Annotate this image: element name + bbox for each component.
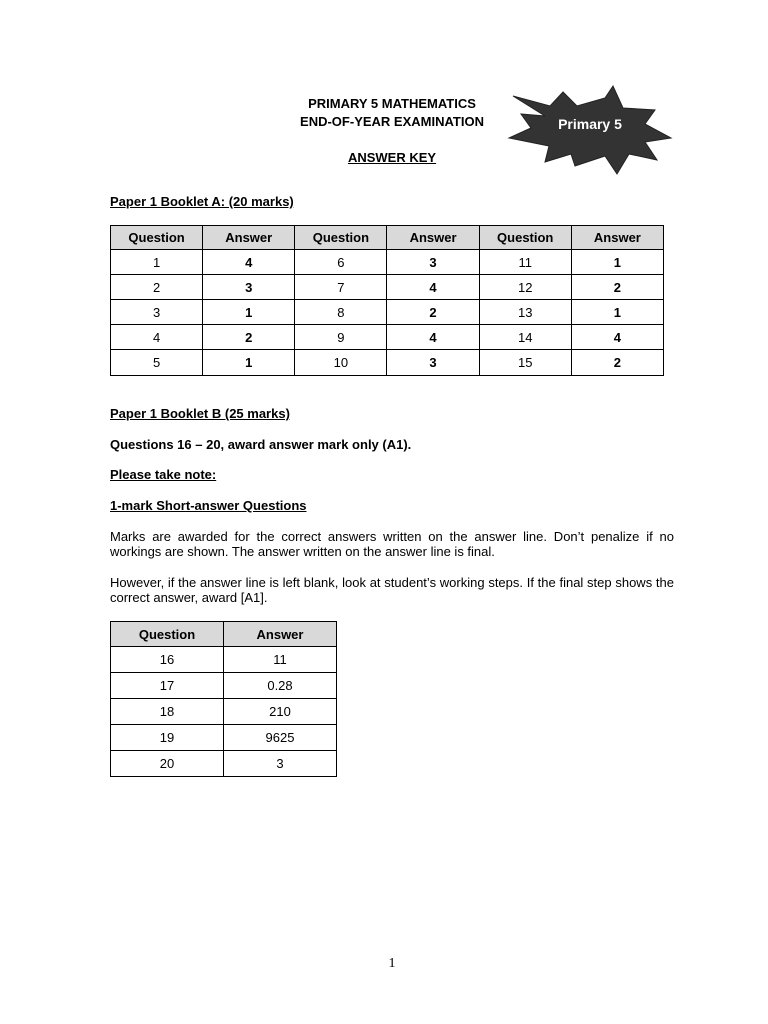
booklet-a-heading: Paper 1 Booklet A: (20 marks) [110, 194, 294, 209]
booklet-b-table [110, 621, 337, 777]
answer-cell: 1 [203, 350, 295, 376]
question-cell: 12 [479, 275, 571, 300]
column-header: Answer [224, 622, 337, 647]
answer-key-title: ANSWER KEY [347, 150, 437, 165]
question-cell: 14 [479, 325, 571, 350]
column-header: Question [479, 226, 571, 250]
answer-cell: 3 [387, 350, 479, 376]
column-header: Question [295, 226, 387, 250]
column-header: Question [111, 226, 203, 250]
marking-paragraph-2: However, if the answer line is left blank, look at student’s working steps. If the final step shows the correct answer, award [A1]. [110, 575, 674, 605]
question-cell: 15 [479, 350, 571, 376]
page-number: 1 [388, 956, 396, 971]
answer-cell: 3 [224, 751, 337, 777]
column-header: Answer [387, 226, 479, 250]
table-row [111, 647, 337, 673]
question-cell: 18 [111, 699, 224, 725]
answer-cell: 2 [571, 350, 663, 376]
exam-name-title: END-OF-YEAR EXAMINATION [300, 114, 484, 129]
answer-cell: 4 [571, 325, 663, 350]
answer-cell: 1 [571, 250, 663, 275]
question-cell: 19 [111, 725, 224, 751]
answer-cell: 2 [203, 325, 295, 350]
question-cell: 4 [111, 325, 203, 350]
question-cell: 10 [295, 350, 387, 376]
answer-cell: 4 [203, 250, 295, 275]
answer-cell: 1 [571, 300, 663, 325]
primary-5-badge [505, 84, 675, 176]
exam-subject-title: PRIMARY 5 MATHEMATICS [308, 96, 476, 111]
table-row [111, 250, 664, 275]
booklet-a-table [110, 225, 664, 376]
table-row [111, 350, 664, 376]
award-note: Questions 16 – 20, award answer mark only (A1). [110, 437, 412, 452]
question-cell: 3 [111, 300, 203, 325]
table-row [111, 725, 337, 751]
table-header-row [111, 226, 664, 250]
booklet-b-heading: Paper 1 Booklet B (25 marks) [110, 406, 290, 421]
answer-cell: 1 [203, 300, 295, 325]
column-header: Answer [203, 226, 295, 250]
answer-cell: 11 [224, 647, 337, 673]
question-cell: 9 [295, 325, 387, 350]
question-cell: 6 [295, 250, 387, 275]
table-row [111, 300, 664, 325]
answer-cell: 4 [387, 275, 479, 300]
answer-cell: 2 [571, 275, 663, 300]
take-note-heading: Please take note: [110, 467, 217, 482]
answer-cell: 2 [387, 300, 479, 325]
question-cell: 5 [111, 350, 203, 376]
short-answer-subheading: 1-mark Short-answer Questions [110, 498, 307, 513]
answer-cell: 3 [203, 275, 295, 300]
answer-cell: 0.28 [224, 673, 337, 699]
table-row [111, 275, 664, 300]
table-row [111, 325, 664, 350]
question-cell: 20 [111, 751, 224, 777]
answer-cell: 9625 [224, 725, 337, 751]
marking-paragraph-1: Marks are awarded for the correct answers written on the answer line. Don’t penalize if no workings are shown. The answer written on the answer line is final. [110, 529, 674, 559]
answer-cell: 210 [224, 699, 337, 725]
question-cell: 13 [479, 300, 571, 325]
table-row [111, 673, 337, 699]
table-header-row [111, 622, 337, 647]
question-cell: 2 [111, 275, 203, 300]
question-cell: 8 [295, 300, 387, 325]
column-header: Answer [571, 226, 663, 250]
column-header: Question [111, 622, 224, 647]
question-cell: 11 [479, 250, 571, 275]
table-row [111, 699, 337, 725]
answer-cell: 3 [387, 250, 479, 275]
question-cell: 17 [111, 673, 224, 699]
question-cell: 7 [295, 275, 387, 300]
question-cell: 1 [111, 250, 203, 275]
table-row [111, 751, 337, 777]
answer-cell: 4 [387, 325, 479, 350]
badge-label: Primary 5 [558, 116, 622, 132]
question-cell: 16 [111, 647, 224, 673]
